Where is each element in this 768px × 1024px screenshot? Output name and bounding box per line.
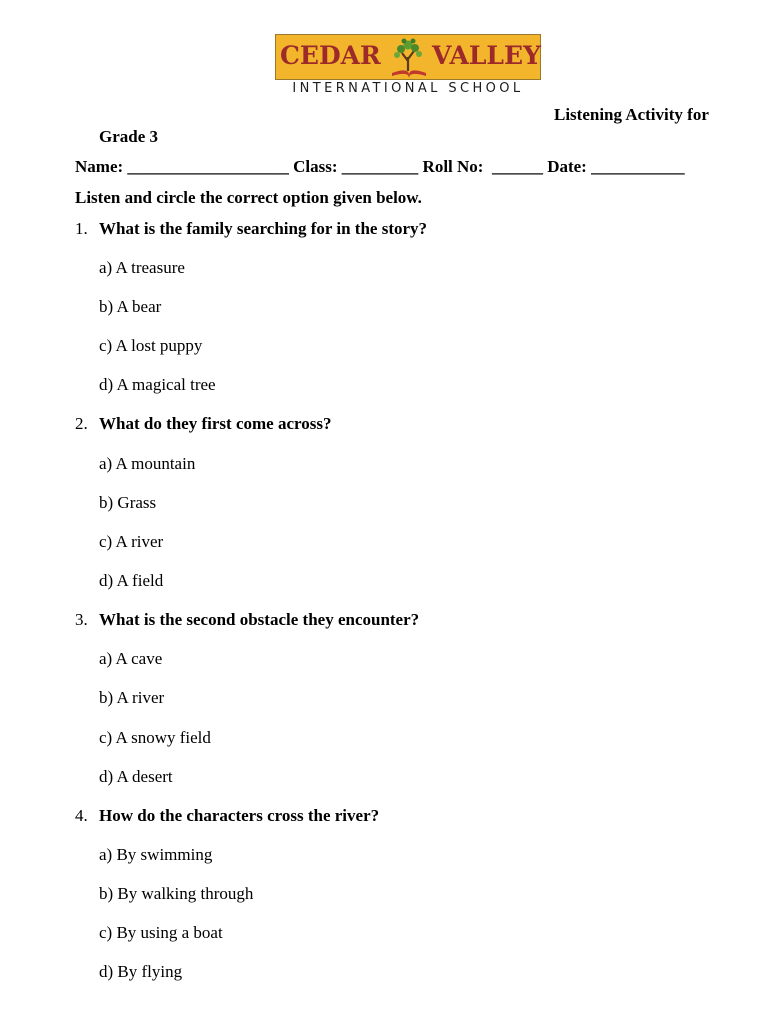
answer-option: c) A lost puppy <box>99 336 203 355</box>
question-number: 4. <box>75 806 88 825</box>
answer-option: d) A field <box>99 571 164 590</box>
question-text: How do the characters cross the river? <box>99 806 380 825</box>
logo-word-valley: VALLEY <box>432 41 541 70</box>
answer-option: a) A treasure <box>99 258 185 277</box>
answer-option: d) A desert <box>99 767 173 786</box>
question-number: 3. <box>75 610 88 629</box>
activity-title: Listening Activity for <box>554 105 709 124</box>
question-number: 2. <box>75 414 88 433</box>
question-text: What is the second obstacle they encounter? <box>99 610 420 629</box>
logo-subtitle: INTERNATIONAL SCHOOL <box>292 81 524 96</box>
question-text: What do they first come across? <box>99 414 332 433</box>
question-text: What is the family searching for in the story? <box>99 219 428 238</box>
answer-option: c) A snowy field <box>99 728 211 747</box>
answer-option: a) By swimming <box>99 845 213 864</box>
answer-option: c) A river <box>99 532 164 551</box>
answer-option: c) By using a boat <box>99 923 223 942</box>
instruction-text: Listen and circle the correct option given below. <box>75 188 422 207</box>
logo-word-cedar: CEDAR <box>280 41 381 70</box>
student-info-line: Name: ___________________ Class: _________ Roll No: ______ Date: ___________ <box>75 157 685 176</box>
answer-option: d) A magical tree <box>99 375 216 394</box>
answer-option: a) A mountain <box>99 454 196 473</box>
answer-option: b) By walking through <box>99 884 254 903</box>
school-logo <box>275 34 541 80</box>
answer-option: b) A river <box>99 688 165 707</box>
answer-option: d) By flying <box>99 962 183 981</box>
answer-option: a) A cave <box>99 649 163 668</box>
answer-option: b) Grass <box>99 493 157 512</box>
question-number: 1. <box>75 219 88 238</box>
tree-book-icon <box>384 37 434 79</box>
answer-option: b) A bear <box>99 297 162 316</box>
grade-label: Grade 3 <box>99 127 159 146</box>
